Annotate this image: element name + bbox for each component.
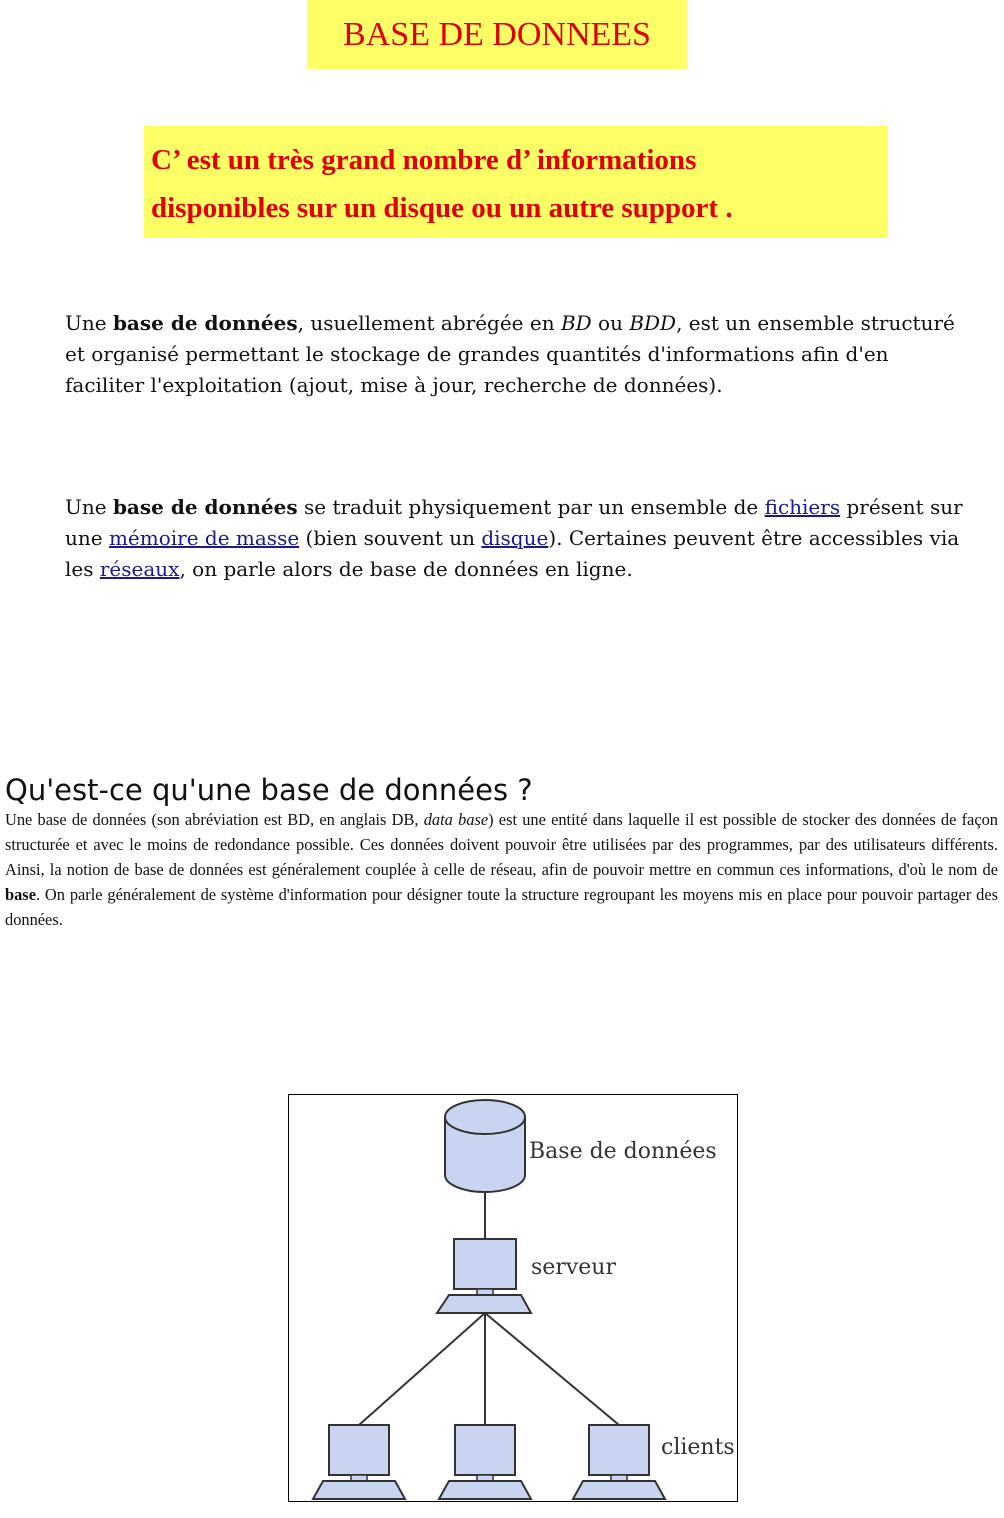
database-label: Base de données — [529, 1139, 717, 1164]
link-disque[interactable]: disque — [481, 526, 549, 550]
link-client-right — [485, 1313, 619, 1425]
text: , usuellement abrégée en — [297, 311, 561, 335]
definition-line-2: disponibles sur un disque ou un autre support . — [151, 192, 733, 224]
section-paragraph — [5, 807, 998, 932]
text: Une base de données (son abréviation est BD, en anglais DB, — [5, 810, 424, 829]
link-fichiers[interactable]: fichiers — [764, 495, 841, 519]
text: . On parle généralement de système d'information pour désigner toute la structure regroupant les moyens mis en place pour pouvoir partager des données. — [5, 885, 998, 929]
text: se traduit physiquement par un ensemble de — [297, 495, 765, 519]
text: présent sur une — [65, 495, 963, 550]
bold-term: base de données — [112, 495, 298, 519]
text: , est un ensemble structuré et organisé permettant le stockage de grandes quantités d'informations afin d'en faciliter l'exploitation (ajout, mise à jour, recherche de données). — [65, 311, 955, 397]
abbreviation-bdd: BDD — [629, 311, 677, 335]
database-cylinder-icon — [445, 1100, 525, 1192]
page-title: BASE DE DONNEES — [343, 15, 651, 53]
text: Une — [65, 311, 113, 335]
text: ou — [591, 311, 630, 335]
section-heading: Qu'est-ce qu'une base de données ? — [5, 773, 533, 807]
server-label: serveur — [531, 1255, 616, 1280]
paragraph-physical — [65, 492, 965, 585]
text: , on parle alors de base de données en ligne. — [179, 557, 633, 581]
client-computer-icon — [313, 1425, 405, 1499]
abbreviation-bd: BD — [560, 311, 592, 335]
definition-box — [144, 126, 888, 238]
text: ) est une entité dans laquelle il est possible de stocker des données de façon structurée et avec le moins de redondance possible. Ces données doivent pouvoir être utilisées par des programmes, par des utilisateurs différents. Ainsi, la notion de base de données est généralement couplée à celle de réseau, afin de pouvoir mettre en commun ces informations, d'où le nom de — [5, 810, 998, 879]
text: Une — [65, 495, 113, 519]
clients-label: clients — [661, 1435, 735, 1460]
client-computer-icon — [439, 1425, 531, 1499]
client-server-diagram — [288, 1094, 738, 1502]
client-computer-icon — [573, 1425, 665, 1499]
link-memoire-de-masse[interactable]: mémoire de masse — [108, 526, 300, 550]
text: ). Certaines peuvent être accessibles via les — [65, 526, 960, 581]
definition-line-1: C’ est un très grand nombre d’ informations — [151, 144, 697, 176]
link-client-left — [359, 1313, 485, 1425]
bold-term: base — [5, 885, 36, 904]
italic-term: data base — [423, 810, 489, 829]
title-banner — [307, 0, 687, 69]
text: (bien souvent un — [299, 526, 482, 550]
bold-term: base de données — [112, 311, 298, 335]
link-reseaux[interactable]: réseaux — [99, 557, 180, 581]
server-computer-icon — [437, 1239, 531, 1313]
paragraph-definition — [65, 308, 965, 401]
